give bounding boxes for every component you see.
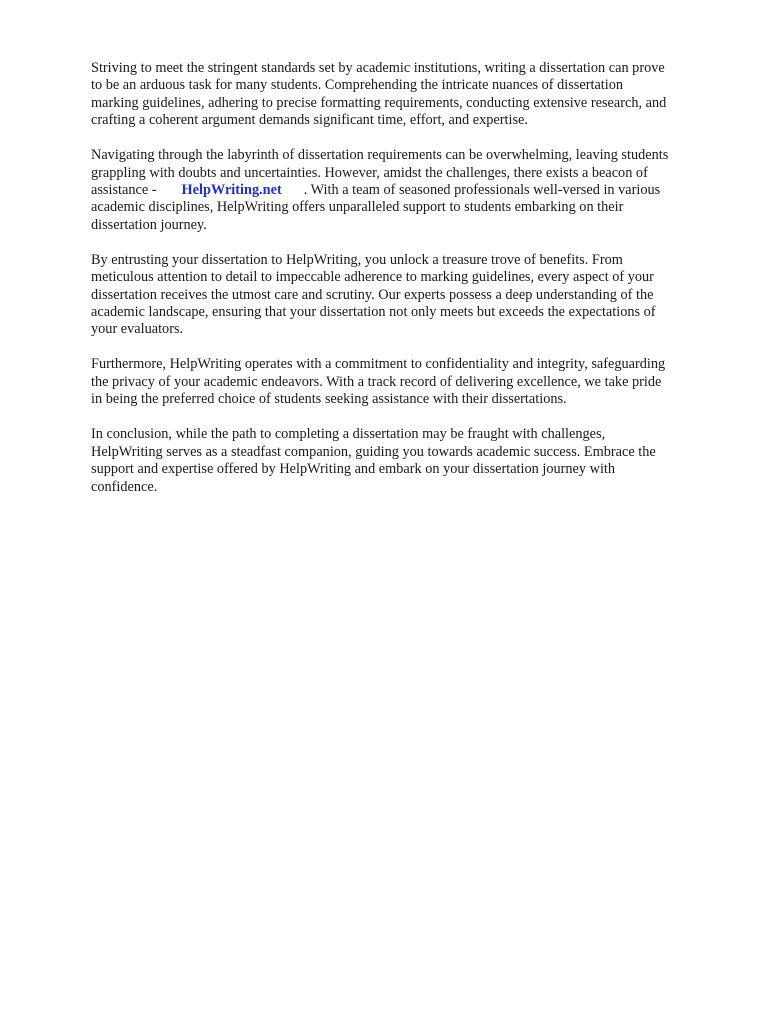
helpwriting-link[interactable]: HelpWriting.net xyxy=(181,182,282,199)
text-line: academic landscape, ensuring that your dissertation not only meets but exceeds the expectations of xyxy=(91,304,656,321)
text-line: dissertation journey. xyxy=(91,216,207,233)
text-line: crafting a coherent argument demands significant time, effort, and expertise. xyxy=(91,112,528,129)
text-line: Furthermore, HelpWriting operates with a commitment to confidentiality and integrity, safeguarding xyxy=(91,356,666,373)
text-line: grappling with doubts and uncertainties. However, amidst the challenges, there exists a beacon of xyxy=(91,164,648,181)
paragraph-navigating xyxy=(91,147,721,234)
text-line: to be an arduous task for many students. Comprehending the intricate nuances of dissertation xyxy=(91,77,624,94)
text-line: your evaluators. xyxy=(91,321,184,338)
text-line: confidence. xyxy=(91,478,158,495)
text-line: dissertation receives the utmost care and scrutiny. Our experts possess a deep understanding of the xyxy=(91,286,654,303)
text-line: By entrusting your dissertation to HelpWriting, you unlock a treasure trove of benefits. From xyxy=(91,251,623,268)
text-line: academic disciplines, HelpWriting offers unparalleled support to students embarking on their xyxy=(91,199,624,216)
link-prefix-text: assistance - xyxy=(91,182,157,199)
text-line: HelpWriting serves as a steadfast companion, guiding you towards academic success. Embrace the xyxy=(91,443,656,460)
text-line: in being the preferred choice of students seeking assistance with their dissertations. xyxy=(91,391,567,408)
text-line-with-link xyxy=(91,182,721,199)
paragraph-benefits xyxy=(91,252,721,339)
link-suffix-text: . With a team of seasoned professionals well-versed in various xyxy=(303,182,661,199)
text-line: support and expertise offered by HelpWriting and embark on your dissertation journey with xyxy=(91,461,616,478)
text-line: Striving to meet the stringent standards set by academic institutions, writing a dissertation can prove xyxy=(91,60,665,76)
text-line: marking guidelines, adhering to precise formatting requirements, conducting extensive research, and xyxy=(91,94,667,111)
paragraph-conclusion xyxy=(91,426,721,496)
document-body xyxy=(91,60,721,514)
text-line: meticulous attention to detail to impeccable adherence to marking guidelines, every aspect of your xyxy=(91,269,654,286)
text-line: Navigating through the labyrinth of dissertation requirements can be overwhelming, leaving students xyxy=(91,147,669,164)
text-line: the privacy of your academic endeavors. With a track record of delivering excellence, we take pride xyxy=(91,373,662,390)
paragraph-intro xyxy=(91,60,721,130)
text-line: In conclusion, while the path to completing a dissertation may be fraught with challenges, xyxy=(91,426,606,443)
paragraph-confidentiality xyxy=(91,356,721,408)
